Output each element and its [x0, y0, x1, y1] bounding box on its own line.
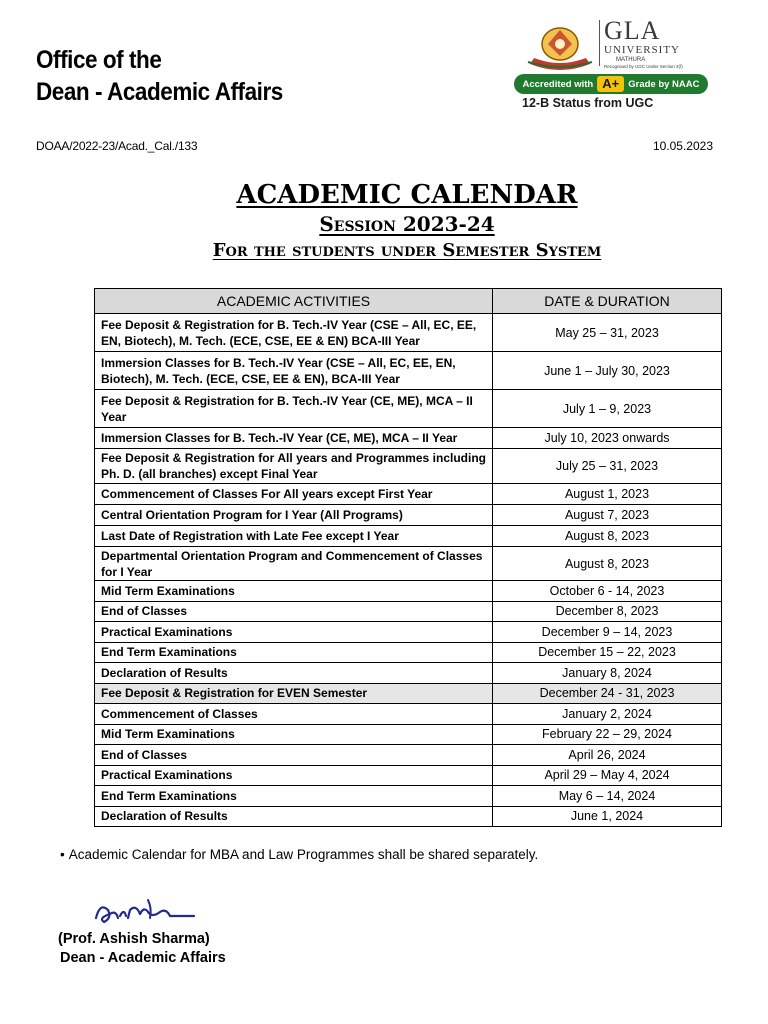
naac-badge: [514, 74, 708, 94]
activity-cell: Mid Term Examinations: [95, 724, 493, 745]
document-title: ACADEMIC CALENDAR: [236, 180, 578, 210]
date-cell: December 24 - 31, 2023: [493, 683, 722, 704]
table-row: [95, 601, 722, 622]
activity-cell: Declaration of Results: [95, 806, 493, 827]
date-cell: August 8, 2023: [493, 547, 722, 581]
university-logo: [512, 16, 712, 112]
signature: [90, 888, 210, 932]
activity-cell: End of Classes: [95, 601, 493, 622]
date-cell: July 25 – 31, 2023: [493, 449, 722, 484]
ugc-status: 12-B Status from UGC: [522, 96, 654, 110]
table-row: [95, 765, 722, 786]
activity-cell: End Term Examinations: [95, 642, 493, 663]
column-header-activities: ACADEMIC ACTIVITIES: [95, 289, 493, 314]
document-date: 10.05.2023: [652, 139, 713, 153]
date-cell: June 1 – July 30, 2023: [493, 352, 722, 390]
date-cell: May 25 – 31, 2023: [493, 314, 722, 352]
activity-cell: Declaration of Results: [95, 663, 493, 684]
date-cell: April 29 – May 4, 2024: [493, 765, 722, 786]
date-cell: February 22 – 29, 2024: [493, 724, 722, 745]
date-cell: July 1 – 9, 2023: [493, 390, 722, 428]
date-cell: June 1, 2024: [493, 806, 722, 827]
activity-cell: Central Orientation Program for I Year (All Programs): [95, 505, 493, 526]
academic-calendar-table: [94, 288, 722, 827]
date-cell: December 8, 2023: [493, 601, 722, 622]
footnote: [60, 847, 538, 862]
naac-suffix: Grade by NAAC: [628, 78, 700, 90]
activity-cell: End of Classes: [95, 745, 493, 766]
table-header-row: [95, 289, 722, 314]
table-row-highlighted: [95, 683, 722, 704]
naac-prefix: Accredited with: [522, 78, 594, 90]
logo-divider: [599, 20, 600, 66]
table-row: [95, 526, 722, 547]
date-cell: January 2, 2024: [493, 704, 722, 725]
activity-cell: Fee Deposit & Registration for B. Tech.-IV Year (CSE – All, EC, EE, EN, Biotech), M. Tech. (ECE, CSE, EE & EN) BCA-III Year: [95, 314, 493, 352]
activity-cell: Immersion Classes for B. Tech.-IV Year (CE, ME), MCA – II Year: [95, 428, 493, 449]
table-row: [95, 314, 722, 352]
table-row: [95, 390, 722, 428]
bullet-icon: •: [60, 847, 65, 862]
activity-cell: Commencement of Classes For All years except First Year: [95, 484, 493, 505]
date-cell: July 10, 2023 onwards: [493, 428, 722, 449]
date-cell: December 15 – 22, 2023: [493, 642, 722, 663]
subtitle: For the students under Semester System: [212, 240, 602, 261]
table-row: [95, 581, 722, 602]
reference-number: DOAA/2022-23/Acad._Cal./133: [36, 139, 198, 153]
signatory-name: (Prof. Ashish Sharma): [58, 931, 210, 947]
table-row: [95, 428, 722, 449]
table-row: [95, 786, 722, 807]
activity-cell: End Term Examinations: [95, 786, 493, 807]
date-cell: January 8, 2024: [493, 663, 722, 684]
office-line-1: Office of the: [36, 46, 162, 74]
date-cell: May 6 – 14, 2024: [493, 786, 722, 807]
footnote-text: Academic Calendar for MBA and Law Programmes shall be shared separately.: [68, 847, 539, 862]
date-cell: December 9 – 14, 2023: [493, 622, 722, 643]
activity-cell: Fee Deposit & Registration for All years and Programmes including Ph. D. (all branches) except Final Year: [95, 449, 493, 484]
date-cell: April 26, 2024: [493, 745, 722, 766]
signatory-designation: Dean - Academic Affairs: [60, 950, 226, 966]
date-cell: October 6 - 14, 2023: [493, 581, 722, 602]
logo-city: MATHURA: [616, 57, 646, 63]
session-title: Session 2023-24: [319, 212, 495, 236]
activity-cell: Immersion Classes for B. Tech.-IV Year (CSE – All, EC, EE, EN, Biotech), M. Tech. (ECE, CSE, EE & EN), BCA-III Year: [95, 352, 493, 390]
table-row: [95, 352, 722, 390]
table-row: [95, 505, 722, 526]
activity-cell: Mid Term Examinations: [95, 581, 493, 602]
table-row: [95, 642, 722, 663]
table-row: [95, 745, 722, 766]
table-row: [95, 724, 722, 745]
activity-cell: Departmental Orientation Program and Commencement of Classes for I Year: [95, 547, 493, 581]
activity-cell: Practical Examinations: [95, 622, 493, 643]
office-heading: [36, 44, 283, 108]
logo-recognition: Recognised by UGC Under Section 2(f): [604, 64, 683, 69]
table-row: [95, 704, 722, 725]
logo-university: UNIVERSITY: [604, 44, 680, 56]
activity-cell: Fee Deposit & Registration for EVEN Semester: [95, 683, 493, 704]
date-cell: August 8, 2023: [493, 526, 722, 547]
activity-cell: Last Date of Registration with Late Fee except I Year: [95, 526, 493, 547]
table-row: [95, 449, 722, 484]
activity-cell: Practical Examinations: [95, 765, 493, 786]
activity-cell: Commencement of Classes: [95, 704, 493, 725]
table-row: [95, 663, 722, 684]
logo-name: GLA: [604, 16, 661, 45]
column-header-date: DATE & DURATION: [493, 289, 722, 314]
table-row: [95, 622, 722, 643]
crest-icon: [520, 18, 600, 78]
office-line-2: Dean - Academic Affairs: [36, 78, 283, 106]
table-row: [95, 547, 722, 581]
naac-grade: A+: [597, 76, 624, 92]
date-cell: August 1, 2023: [493, 484, 722, 505]
table-row: [95, 806, 722, 827]
date-cell: August 7, 2023: [493, 505, 722, 526]
table-row: [95, 484, 722, 505]
activity-cell: Fee Deposit & Registration for B. Tech.-IV Year (CE, ME), MCA – II Year: [95, 390, 493, 428]
